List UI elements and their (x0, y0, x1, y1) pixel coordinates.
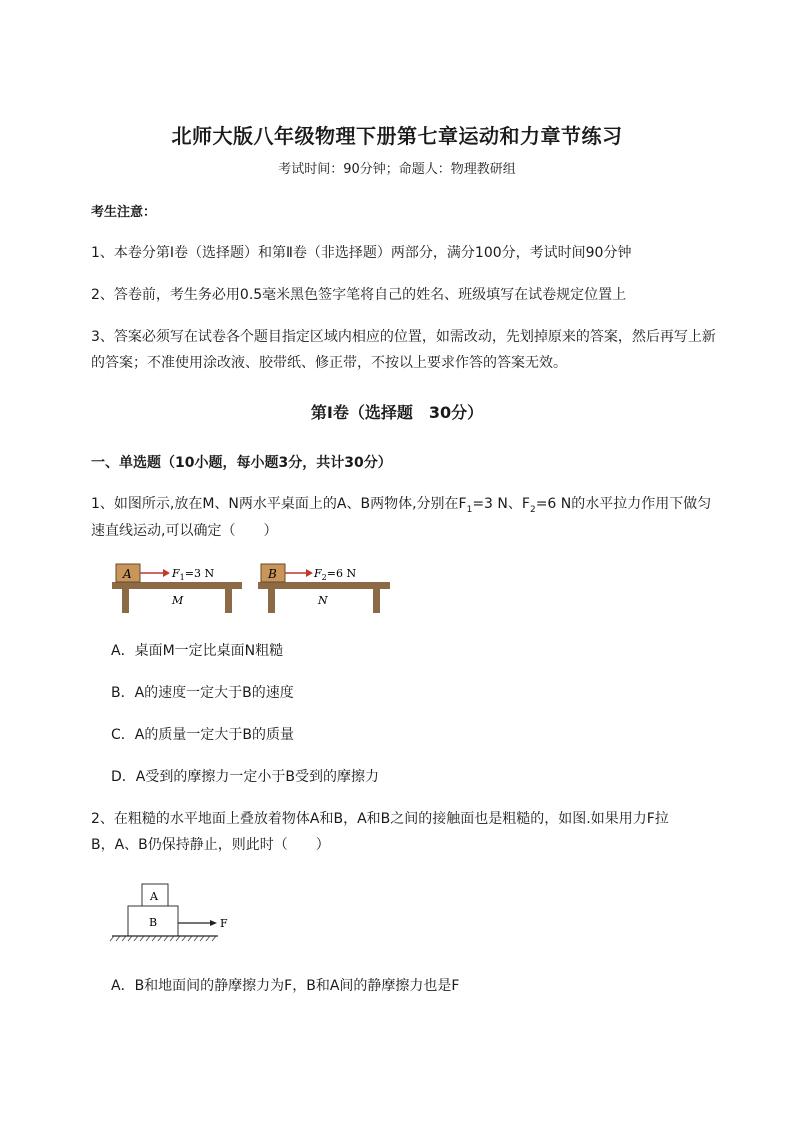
force-b-arrowhead (306, 569, 313, 577)
section-title: 第I卷（选择题 30分） (310, 403, 484, 422)
q2-stem-line1: 2、在粗糙的水平地面上叠放着物体A和B，A和B之间的接触面也是粗糙的，如图.如果用力F拉 (91, 811, 669, 827)
force-a-arrowhead (163, 569, 170, 577)
q1-stem-text-b: =3 N、F (472, 496, 530, 512)
q2-figure (108, 878, 248, 944)
q2-force-label: F (220, 917, 228, 930)
q1-option-b[interactable]: B．A的速度一定大于B的速度 (111, 685, 294, 701)
notice-item-3-line2: 的答案；不准使用涂改液、胶带纸、修正带，不按以上要求作答的答案无效。 (91, 355, 567, 371)
q1-sub1: 1 (466, 504, 473, 515)
part-heading: 一、单选题（10小题，每小题3分，共计30分） (91, 455, 392, 471)
q2-force-arrowhead (210, 920, 217, 926)
notice-item-1: 1、本卷分第I卷（选择题）和第Ⅱ卷（非选择题）两部分，满分100分，考试时间90分钟 (91, 245, 632, 261)
q1-option-a[interactable]: A．桌面M一定比桌面N粗糙 (111, 643, 284, 659)
q1-sub2: 2 (529, 504, 536, 515)
block-a-label: A (123, 567, 132, 581)
q1-stem-line1 (91, 493, 711, 515)
notice-item-2: 2、答卷前，考生务必用0.5毫米黑色签字笔将自己的姓名、班级填写在试卷规定位置上 (91, 287, 627, 303)
q2-ground (110, 936, 218, 941)
q2-block-b-label: B (149, 916, 158, 929)
q1-option-d[interactable]: D．A受到的摩擦力一定小于B受到的摩擦力 (111, 769, 379, 785)
notice-item-3-line1: 3、答案必须写在试卷各个题目指定区域内相应的位置，如需改动，先划掉原来的答案，然后再写上新 (91, 329, 716, 345)
q2-stem-line2: B，A、B仍保持静止，则此时（ ） (91, 837, 330, 853)
force-b-label: $F_2=6$ N (314, 567, 357, 582)
table-m-label: M (172, 594, 184, 607)
force-a-label: $F_1=3$ N (172, 567, 215, 582)
q1-stem-line2: 速直线运动,可以确定（ ） (91, 523, 278, 539)
table-n-label: N (318, 594, 328, 607)
exam-info: 考试时间：90分钟；命题人：物理教研组 (278, 162, 516, 177)
page-title: 北师大版八年级物理下册第七章运动和力章节练习 (171, 124, 623, 148)
q1-option-c[interactable]: C．A的质量一定大于B的质量 (111, 727, 294, 743)
q1-stem-text-c: =6 N的水平拉力作用下做匀 (535, 496, 712, 512)
notice-heading: 考生注意： (91, 205, 157, 220)
q2-block-a-label: A (150, 890, 158, 903)
q1-figure (108, 560, 398, 620)
block-b-label: B (268, 567, 277, 581)
q2-option-a[interactable]: A．B和地面间的静摩擦力为F，B和A间的静摩擦力也是F (111, 978, 460, 994)
q1-stem-text-a: 1、如图所示,放在M、N两水平桌面上的A、B两物体,分别在F (91, 496, 467, 512)
